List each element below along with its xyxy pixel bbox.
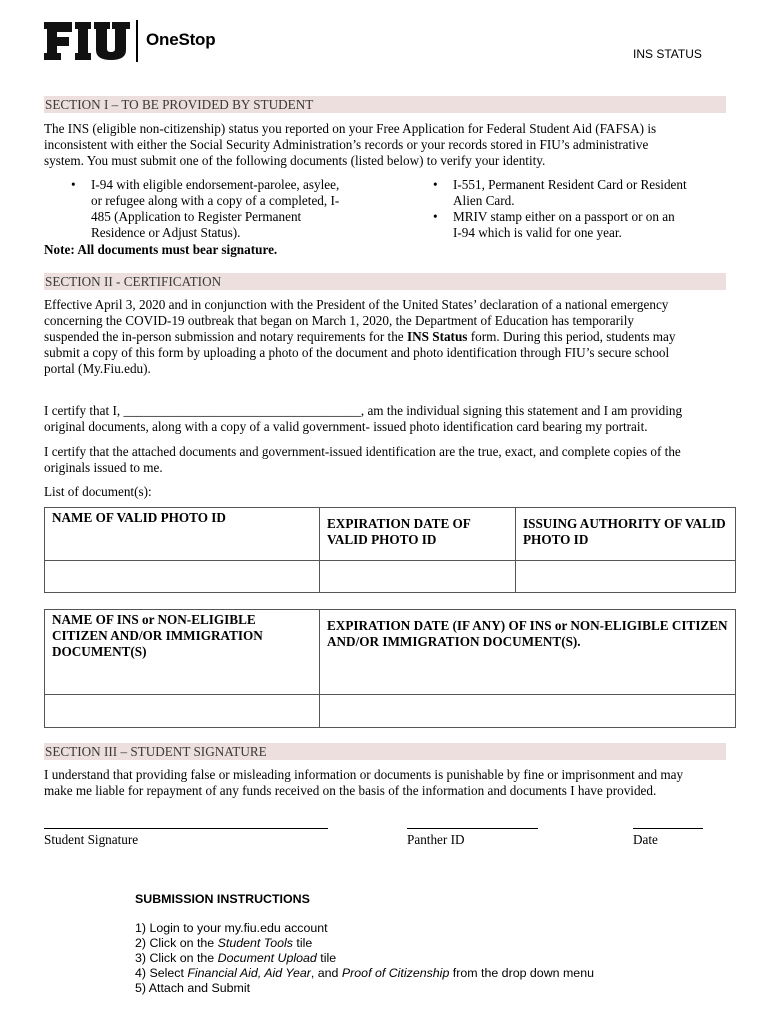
date-line[interactable]	[633, 828, 703, 829]
paragraph-line: I understand that providing false or misleading information or documents is punishable by fine or imprisonment and may	[44, 767, 684, 782]
panther-id-label: Panther ID	[407, 832, 465, 847]
section-2-title: SECTION II - CERTIFICATION	[44, 273, 726, 290]
instruction-step	[135, 936, 594, 951]
paragraph-line	[44, 329, 728, 345]
student-signature-label: Student Signature	[44, 832, 139, 847]
list-item	[433, 209, 743, 241]
section-1-intro	[44, 121, 728, 169]
table-header-cell: ISSUING AUTHORITY OF VALID PHOTO ID	[516, 508, 736, 561]
fiu-logo-mark	[44, 20, 130, 62]
instruction-step	[135, 951, 594, 966]
list-item-line: 485 (Application to Register Permanent	[91, 209, 302, 224]
paragraph-line: make me liable for repayment of any funds received on the basis of the information and documents I have provided.	[44, 783, 657, 798]
text-span: , and	[310, 966, 342, 980]
signature-note: Note: All documents must bear signature.	[44, 242, 278, 257]
instructions-list	[135, 921, 594, 996]
photo-id-expiration-cell[interactable]	[320, 561, 516, 593]
section-3-title: SECTION III – STUDENT SIGNATURE	[44, 743, 726, 760]
text-span: 2) Click on the	[135, 936, 218, 950]
text-span: I certify that I,	[44, 403, 124, 418]
table-header-cell: NAME OF VALID PHOTO ID	[45, 508, 320, 561]
instruction-step: 5) Attach and Submit	[135, 981, 251, 995]
emphasis: Student Tools	[217, 936, 293, 950]
paragraph-line	[44, 403, 728, 419]
table-header-row	[45, 610, 736, 695]
instruction-step: 1) Login to your my.fiu.edu account	[135, 921, 328, 935]
text-span: tile	[316, 951, 337, 965]
immigration-doc-table	[44, 609, 736, 728]
name-blank[interactable]: ____________________________________	[123, 403, 361, 418]
bullet-icon: •	[433, 209, 438, 224]
student-signature-line[interactable]	[44, 828, 328, 829]
date-label: Date	[633, 832, 658, 847]
text-span: form. During this period, students may	[467, 329, 676, 344]
emphasis: Proof of Citizenship	[341, 966, 450, 980]
form-name: INS Status	[406, 329, 468, 344]
brand-onestop: OneStop	[146, 30, 216, 49]
text-span: from the drop down menu	[449, 966, 594, 980]
text-span: 3) Click on the	[135, 951, 218, 965]
list-item-line: I-94 which is valid for one year.	[453, 225, 622, 240]
list-item	[433, 177, 743, 209]
intro-line: The INS (eligible non-citizenship) status you reported on your Free Application for Federal Student Aid (FAFSA) is	[44, 121, 657, 136]
fiu-logo	[44, 20, 130, 62]
paragraph-line: submit a copy of this form by uploading a photo of the document and photo identification through FIU’s secure school	[44, 345, 670, 360]
table-header-cell: EXPIRATION DATE OF VALID PHOTO ID	[320, 508, 516, 561]
bullet-icon: •	[433, 177, 438, 192]
liability-statement	[44, 767, 728, 799]
table-row	[45, 561, 736, 593]
list-item-line: Residence or Adjust Status).	[91, 225, 241, 240]
photo-id-authority-cell[interactable]	[516, 561, 736, 593]
logo-divider	[136, 20, 138, 62]
list-item-line: Alien Card.	[453, 193, 515, 208]
table-header-row	[45, 508, 736, 561]
paragraph-line: I certify that the attached documents and government-issued identification are the true, exact, and complete copies of the	[44, 444, 681, 459]
paragraph-line: originals issued to me.	[44, 460, 163, 475]
photo-id-name-cell[interactable]	[45, 561, 320, 593]
text-span: suspended the in-person submission and notary requirements for the	[44, 329, 407, 344]
text-span: , am the individual signing this statement and I am providing	[360, 403, 683, 418]
table-row	[45, 695, 736, 728]
instructions-title: SUBMISSION INSTRUCTIONS	[135, 892, 310, 906]
paragraph-line: Effective April 3, 2020 and in conjunction with the President of the United States’ declaration of a national emergency	[44, 297, 669, 312]
list-item-line: or refugee along with a copy of a completed, I-	[91, 193, 340, 208]
emphasis: Financial Aid, Aid Year	[187, 966, 311, 980]
list-item	[71, 177, 391, 241]
document-code: INS STATUS	[633, 47, 702, 61]
text-span: tile	[292, 936, 313, 950]
text-span: 4) Select	[135, 966, 188, 980]
document-list-label: List of document(s):	[44, 484, 152, 499]
list-item-line: I-94 with eligible endorsement-parolee, asylee,	[91, 177, 340, 192]
immigration-doc-name-cell[interactable]	[45, 695, 320, 728]
table-header-cell: NAME OF INS or NON-ELIGIBLE CITIZEN AND/OR IMMIGRATION DOCUMENT(S)	[45, 610, 320, 695]
section-1-title: SECTION I – TO BE PROVIDED BY STUDENT	[44, 96, 726, 113]
instruction-step	[135, 966, 594, 981]
list-item-line: I-551, Permanent Resident Card or Resident	[453, 177, 687, 192]
paragraph-line: concerning the COVID-19 outbreak that began on March 1, 2020, the Department of Education has temporarily	[44, 313, 634, 328]
immigration-doc-expiration-cell[interactable]	[320, 695, 736, 728]
photo-id-table	[44, 507, 736, 593]
paragraph-line: portal (My.Fiu.edu).	[44, 361, 151, 376]
table-header-cell: EXPIRATION DATE (IF ANY) OF INS or NON-ELIGIBLE CITIZEN AND/OR IMMIGRATION DOCUMENT(S).	[320, 610, 736, 695]
paragraph-line: original documents, along with a copy of a valid government- issued photo identification card bearing my portrait.	[44, 419, 648, 434]
certify-statement	[44, 403, 728, 435]
intro-line: system. You must submit one of the following documents (listed below) to verify your identity.	[44, 153, 546, 168]
bullet-icon: •	[71, 177, 76, 192]
right-document-list	[433, 177, 743, 241]
left-document-list	[71, 177, 391, 241]
emphasis: Document Upload	[217, 951, 317, 965]
panther-id-line[interactable]	[407, 828, 538, 829]
covid-paragraph	[44, 297, 728, 377]
certify-copies	[44, 444, 728, 476]
intro-line: inconsistent with either the Social Security Administration’s records or your records stored in FIU’s administrative	[44, 137, 649, 152]
list-item-line: MRIV stamp either on a passport or on an	[453, 209, 675, 224]
